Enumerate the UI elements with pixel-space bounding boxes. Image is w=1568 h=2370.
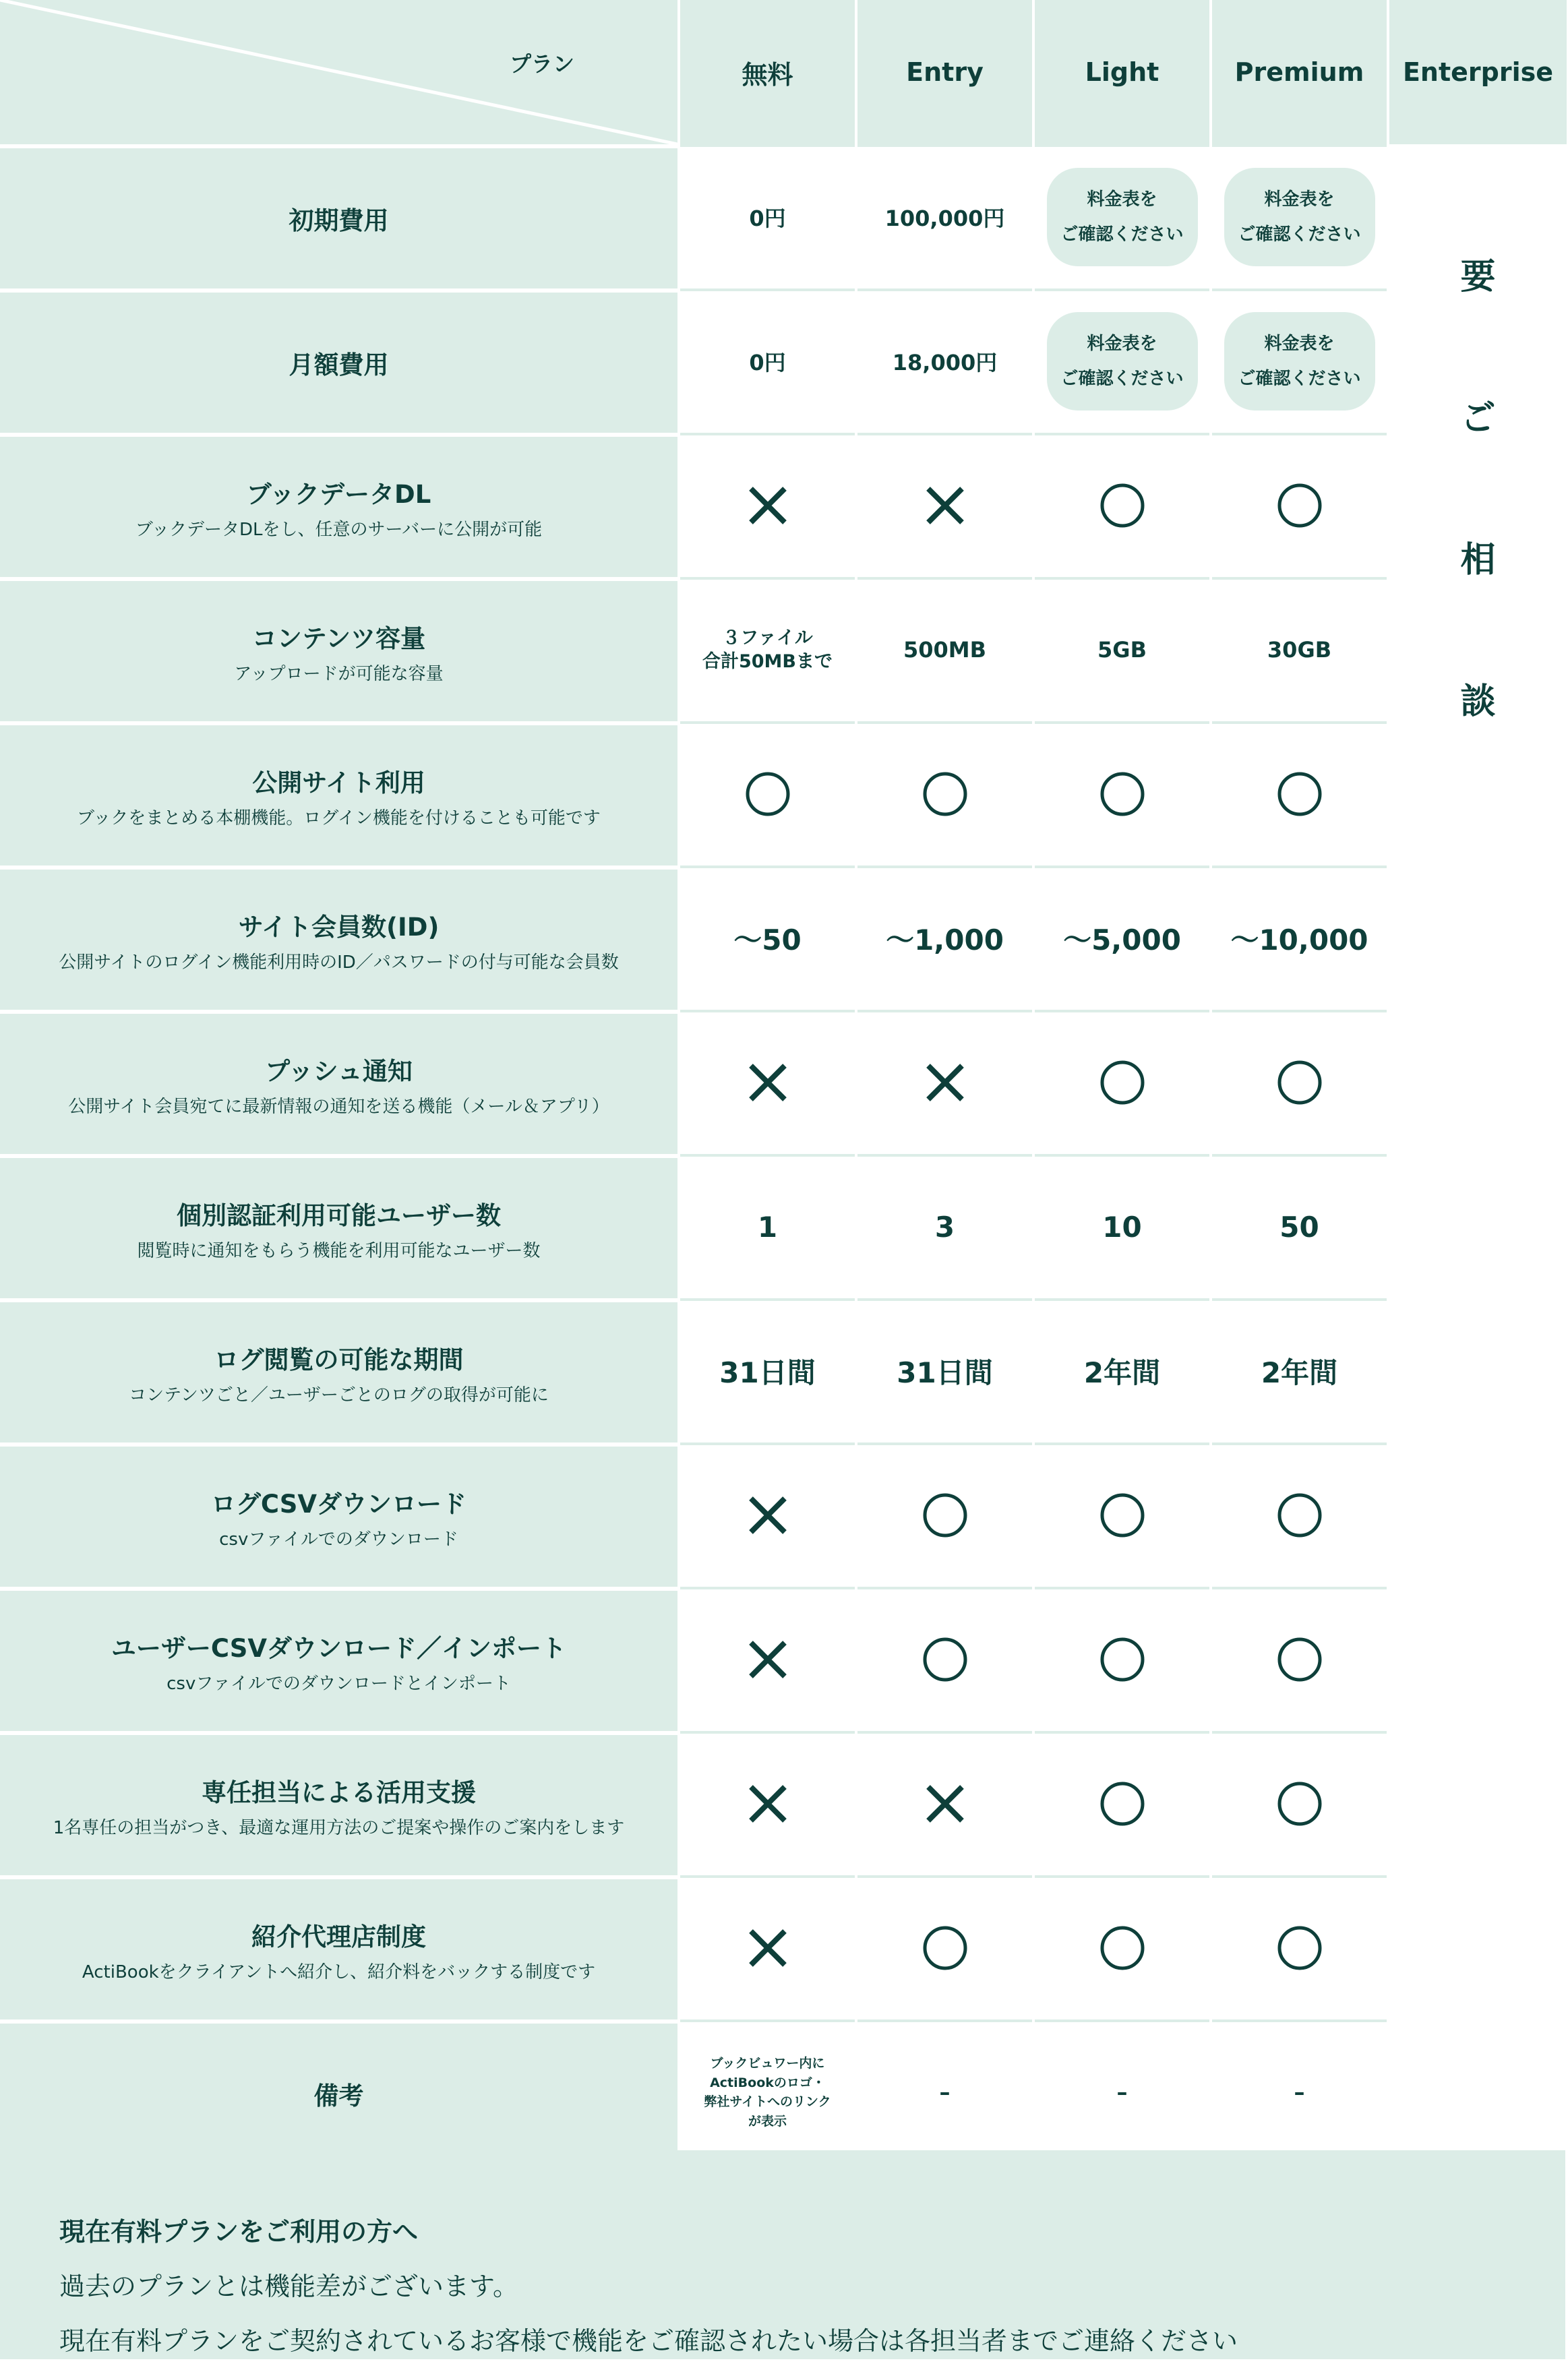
feature-label	[0, 1734, 677, 1875]
value-text: ActiBookのロゴ・	[710, 2075, 825, 2090]
unavailable-cross-icon	[922, 1059, 969, 1106]
value-text: –	[939, 2079, 951, 2105]
unavailable-cross-icon	[744, 482, 791, 529]
available-circle-icon	[1099, 482, 1146, 529]
plan-value-cell	[1212, 1012, 1387, 1153]
available-circle-icon	[1276, 1636, 1323, 1683]
unavailable-cross-icon	[922, 482, 969, 529]
unavailable-cross-icon	[744, 1780, 791, 1827]
plan-value-cell	[1212, 1734, 1387, 1874]
plan-header-free: 無料	[680, 0, 855, 144]
feature-title: 備考	[313, 2082, 364, 2110]
feature-label	[0, 1445, 677, 1587]
feature-label	[0, 724, 677, 865]
feature-title: ユーザーCSVダウンロード／インポート	[111, 1633, 567, 1663]
available-circle-icon	[1276, 1492, 1323, 1539]
see-price-table-badge	[1047, 168, 1198, 266]
plan-value-cell	[857, 1301, 1032, 1441]
plan-value-cell	[680, 291, 855, 431]
plan-value-cell	[1035, 1157, 1209, 1297]
unavailable-cross-icon	[922, 1780, 969, 1827]
available-circle-icon	[1099, 770, 1146, 818]
value-text: 500MB	[903, 637, 987, 663]
plan-value-cell	[857, 1878, 1032, 2018]
available-circle-icon	[1276, 482, 1323, 529]
available-circle-icon	[922, 1636, 969, 1683]
feature-title: 月額費用	[289, 351, 389, 379]
plan-value-cell	[1035, 1301, 1209, 1441]
plan-value-cell	[1035, 2022, 1209, 2162]
plan-value-cell	[1035, 1878, 1209, 2018]
feature-description: アップロードが可能な容量	[234, 663, 444, 684]
available-circle-icon	[744, 770, 791, 818]
plan-value-cell	[1035, 580, 1209, 720]
value-text: ～10,000	[1230, 923, 1368, 956]
plan-header-light: Light	[1035, 0, 1209, 144]
plan-value-cell	[680, 1157, 855, 1297]
plan-value-cell	[1212, 147, 1387, 287]
plan-value-cell	[857, 1012, 1032, 1153]
value-text: 0円	[749, 350, 786, 375]
available-circle-icon	[1099, 1059, 1146, 1106]
value-text: 合計50MBまで	[702, 651, 833, 672]
value-text: –	[1294, 2079, 1305, 2105]
value-text: 50	[1279, 1210, 1319, 1244]
available-circle-icon	[922, 770, 969, 818]
plan-value-cell	[680, 580, 855, 720]
plan-header-premium: Premium	[1212, 0, 1387, 144]
enterprise-note-char: 相	[1460, 540, 1496, 580]
value-text: 1	[757, 1210, 778, 1244]
plan-value-cell	[1212, 580, 1387, 720]
plan-corner-label: プラン	[510, 51, 575, 77]
value-text: ～5,000	[1063, 923, 1181, 956]
available-circle-icon	[1276, 1780, 1323, 1827]
value-text: 3	[934, 1210, 955, 1244]
plan-value-cell	[857, 1157, 1032, 1297]
diagonal-divider	[0, 0, 677, 144]
plan-value-cell	[680, 1589, 855, 1730]
value-text: 0円	[749, 206, 786, 231]
plan-value-cell	[1212, 1301, 1387, 1441]
badge-text: 料金表を	[1087, 334, 1157, 354]
available-circle-icon	[1099, 1492, 1146, 1539]
plan-value-cell	[680, 2022, 855, 2162]
feature-label	[0, 2022, 677, 2164]
feature-label	[0, 1589, 677, 1731]
feature-label	[0, 580, 677, 721]
feature-description: 1名専任の担当がつき、最適な運用方法のご提案や操作のご案内をします	[53, 1817, 625, 1838]
plan-value-cell	[680, 1445, 855, 1585]
notice-line: 過去のプランとは機能差がございます。	[59, 2272, 518, 2301]
available-circle-icon	[922, 1924, 969, 1972]
feature-title: 個別認証利用可能ユーザー数	[177, 1201, 501, 1230]
plan-value-cell	[680, 147, 855, 287]
plan-value-cell	[1212, 1878, 1387, 2018]
plan-value-cell	[857, 1734, 1032, 1874]
plan-value-cell	[1035, 1012, 1209, 1153]
plan-value-cell	[1035, 435, 1209, 576]
plan-value-cell	[1212, 435, 1387, 576]
feature-description: ActiBookをクライアントへ紹介し、紹介料をバックする制度です	[82, 1962, 596, 1982]
value-text: 弊社サイトへのリンク	[704, 2094, 831, 2109]
notice-line: 現在有料プランをご契約されているお客様で機能をご確認されたい場合は各担当者までご連絡ください	[59, 2326, 1238, 2356]
enterprise-note-char: 談	[1460, 681, 1496, 722]
feature-description: コンテンツごと／ユーザーごとのログの取得が可能に	[129, 1385, 549, 1405]
notice-heading: 現在有料プランをご利用の方へ	[59, 2217, 419, 2247]
enterprise-note-char: ご	[1460, 398, 1496, 439]
feature-title: プッシュ通知	[265, 1056, 413, 1086]
plan-header-enterprise: Enterprise	[1389, 0, 1567, 144]
plan-value-cell	[1212, 1589, 1387, 1730]
value-text: ～1,000	[886, 923, 1004, 956]
badge-text: 料金表を	[1264, 189, 1335, 210]
plan-value-cell	[857, 1445, 1032, 1585]
available-circle-icon	[1099, 1924, 1146, 1972]
feature-description: ブックデータDLをし、任意のサーバーに公開が可能	[135, 519, 543, 540]
feature-label	[0, 291, 677, 433]
see-price-table-badge	[1224, 312, 1375, 411]
feature-description: 公開サイト会員宛てに最新情報の通知を送る機能（メール＆アプリ）	[68, 1096, 609, 1117]
feature-title: 公開サイト利用	[252, 768, 425, 797]
badge-text: ご確認ください	[1238, 369, 1361, 389]
feature-description: 公開サイトのログイン機能利用時のID／パスワードの付与可能な会員数	[59, 952, 619, 973]
plan-value-cell	[1035, 1589, 1209, 1730]
available-circle-icon	[1099, 1780, 1146, 1827]
plan-value-cell	[857, 435, 1032, 576]
feature-label	[0, 1878, 677, 2019]
plan-value-cell	[1212, 724, 1387, 864]
plan-value-cell	[1035, 724, 1209, 864]
feature-description: 閲覧時に通知をもらう機能を利用可能なユーザー数	[137, 1240, 541, 1261]
badge-text: ご確認ください	[1060, 224, 1184, 245]
value-text: 18,000円	[892, 350, 998, 375]
plan-value-cell	[1212, 291, 1387, 431]
badge-text: 料金表を	[1264, 334, 1335, 354]
value-text: ～50	[733, 923, 802, 956]
plan-value-cell	[857, 724, 1032, 864]
available-circle-icon	[922, 1492, 969, 1539]
plan-value-cell	[1035, 147, 1209, 287]
plan-value-cell	[857, 147, 1032, 287]
badge-text: ご確認ください	[1238, 224, 1361, 245]
enterprise-note-char: 要	[1460, 257, 1496, 297]
plan-value-cell	[857, 868, 1032, 1008]
feature-description: csvファイルでのダウンロードとインポート	[167, 1673, 511, 1694]
plan-value-cell	[1212, 1445, 1387, 1585]
feature-label	[0, 1012, 677, 1154]
plan-value-cell	[1035, 1734, 1209, 1874]
feature-description: ブックをまとめる本棚機能。ログイン機能を付けることも可能です	[77, 808, 601, 828]
feature-label	[0, 1301, 677, 1442]
header-corner	[0, 0, 677, 144]
feature-label	[0, 1157, 677, 1298]
available-circle-icon	[1276, 770, 1323, 818]
paid-plan-notice	[0, 2150, 1565, 2359]
unavailable-cross-icon	[744, 1492, 791, 1539]
value-text: ３ファイル	[722, 627, 813, 648]
feature-title: 紹介代理店制度	[251, 1922, 426, 1951]
feature-title: コンテンツ容量	[251, 624, 426, 653]
plan-value-cell	[857, 1589, 1032, 1730]
see-price-table-badge	[1224, 168, 1375, 266]
value-text: 10	[1102, 1210, 1142, 1244]
unavailable-cross-icon	[744, 1636, 791, 1683]
plan-value-cell	[680, 1012, 855, 1153]
unavailable-cross-icon	[744, 1924, 791, 1972]
value-text: 5GB	[1097, 637, 1147, 663]
feature-label	[0, 147, 677, 288]
badge-text: ご確認ください	[1060, 369, 1184, 389]
feature-title: ログCSVダウンロード	[210, 1489, 467, 1519]
feature-title: ログ閲覧の可能な期間	[214, 1345, 464, 1374]
plan-value-cell	[857, 580, 1032, 720]
feature-label	[0, 435, 677, 577]
plan-value-cell	[1035, 291, 1209, 431]
plan-value-cell	[857, 2022, 1032, 2162]
value-text: 30GB	[1267, 637, 1332, 663]
available-circle-icon	[1276, 1059, 1323, 1106]
available-circle-icon	[1276, 1924, 1323, 1972]
value-text: 100,000円	[884, 206, 1005, 231]
plan-value-cell	[680, 1878, 855, 2018]
plan-value-cell	[1212, 1157, 1387, 1297]
plan-value-cell	[1212, 2022, 1387, 2162]
see-price-table-badge	[1047, 312, 1198, 411]
value-text: –	[1116, 2079, 1128, 2105]
feature-description: csvファイルでのダウンロード	[219, 1529, 458, 1550]
feature-title: サイト会員数(ID)	[238, 912, 440, 942]
plan-value-cell	[680, 724, 855, 864]
badge-text: 料金表を	[1087, 189, 1157, 210]
value-text: ブックビュワー内に	[710, 2056, 825, 2071]
plan-value-cell	[680, 1301, 855, 1441]
value-text: 31日間	[897, 1356, 993, 1389]
plan-value-cell	[1035, 1445, 1209, 1585]
value-text: 2年間	[1083, 1356, 1161, 1389]
feature-title: 専任担当による活用支援	[202, 1778, 476, 1807]
feature-title: 初期費用	[289, 206, 389, 235]
available-circle-icon	[1099, 1636, 1146, 1683]
unavailable-cross-icon	[744, 1059, 791, 1106]
plan-value-cell	[857, 291, 1032, 431]
value-text: 31日間	[719, 1356, 816, 1389]
value-text: が表示	[748, 2113, 787, 2129]
plan-header-entry: Entry	[857, 0, 1032, 144]
value-text: 2年間	[1261, 1356, 1338, 1389]
feature-label	[0, 868, 677, 1010]
plan-value-cell	[1035, 868, 1209, 1008]
enterprise-consult-cell	[1389, 147, 1567, 2164]
plan-value-cell	[680, 1734, 855, 1874]
plan-value-cell	[680, 435, 855, 576]
feature-title: ブックデータDL	[246, 479, 431, 509]
plan-value-cell	[680, 868, 855, 1008]
plan-value-cell	[1212, 868, 1387, 1008]
